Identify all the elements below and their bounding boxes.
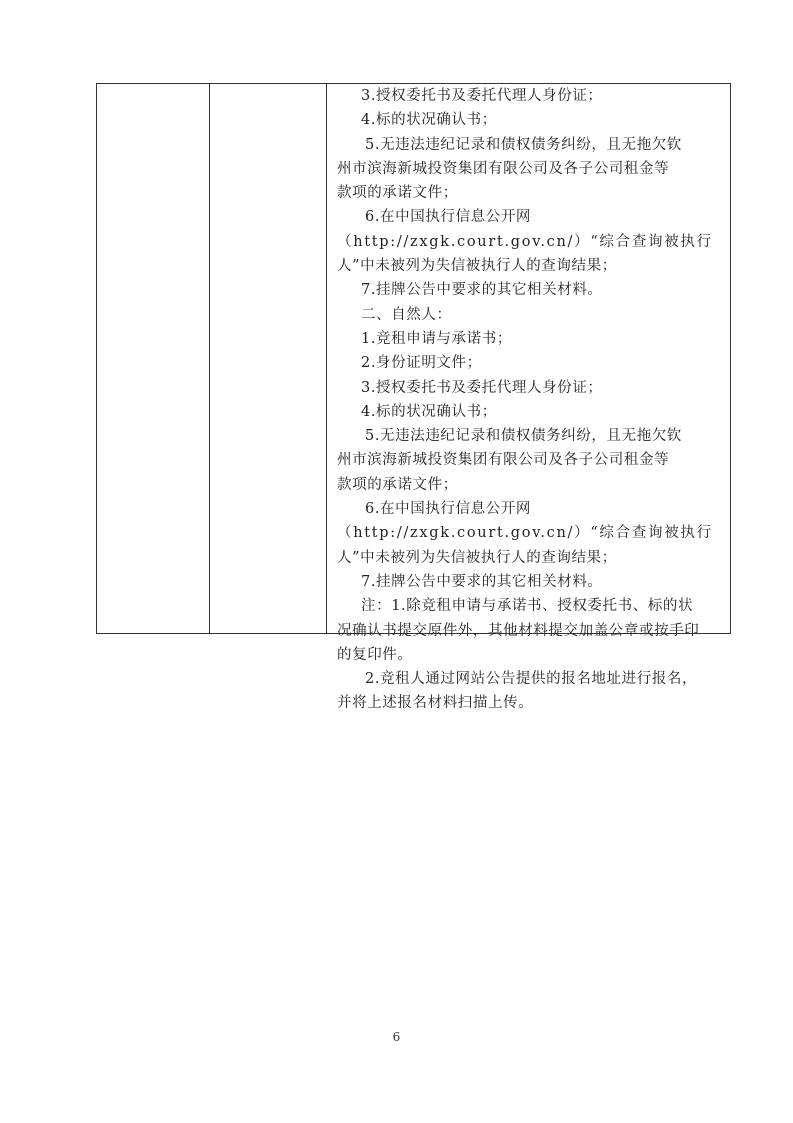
requirements-table [96, 83, 731, 712]
page-number: 6 [392, 1030, 401, 1044]
requirements-cell [337, 84, 723, 716]
text-line: 3.授权委托书及委托代理人身份证； [361, 88, 603, 104]
text-line: 款项的承诺文件； [337, 476, 458, 493]
text-line: 款项的承诺文件； [337, 185, 458, 202]
text-line: 7.挂牌公告中要求的其它相关材料。 [361, 573, 603, 590]
text-line: 注：1.除竞租申请与承诺书、授权委托书、标的状 [361, 598, 694, 615]
text-line: 5.无违法违纪记录和债权债务纠纷，且无拖欠钦 [365, 428, 683, 445]
text-line: 人”中未被列为失信被执行人的查询结果； [337, 258, 617, 275]
text-line: 并将上述报名材料扫描上传。 [337, 695, 534, 712]
text-line: 况确认书提交原件外，其他材料提交加盖公章或按手印 [337, 622, 700, 639]
text-line: （http://zxgk.court.gov.cn/）“综合查询被执行 [337, 525, 713, 542]
text-line: 6.在中国执行信息公开网 [365, 209, 532, 226]
text-line: 4.标的状况确认书； [361, 403, 497, 420]
text-line: 6.在中国执行信息公开网 [365, 501, 532, 518]
text-line: 3.授权委托书及委托代理人身份证； [361, 379, 603, 396]
text-line: （http://zxgk.court.gov.cn/）“综合查询被执行 [337, 233, 713, 250]
text-line: 2.身份证明文件； [361, 355, 482, 372]
text-line: 4.标的状况确认书； [361, 112, 497, 129]
text-line: 州市滨海新城投资集团有限公司及各子公司租金等 [337, 160, 670, 177]
text-line: 1.竞租申请与承诺书； [361, 330, 512, 347]
text-line: 人”中未被列为失信被执行人的查询结果； [337, 549, 617, 566]
text-line: 州市滨海新城投资集团有限公司及各子公司租金等 [337, 452, 670, 469]
text-line: 7.挂牌公告中要求的其它相关材料。 [361, 282, 603, 299]
text-line: 2.竞租人通过网站公告提供的报名地址进行报名， [365, 671, 698, 688]
column-divider [209, 84, 210, 633]
text-line: 二、自然人： [361, 306, 452, 323]
column-divider [326, 84, 327, 633]
text-line: 的复印件。 [337, 646, 413, 663]
text-line: 5.无违法违纪记录和债权债务纠纷，且无拖欠钦 [365, 136, 683, 153]
